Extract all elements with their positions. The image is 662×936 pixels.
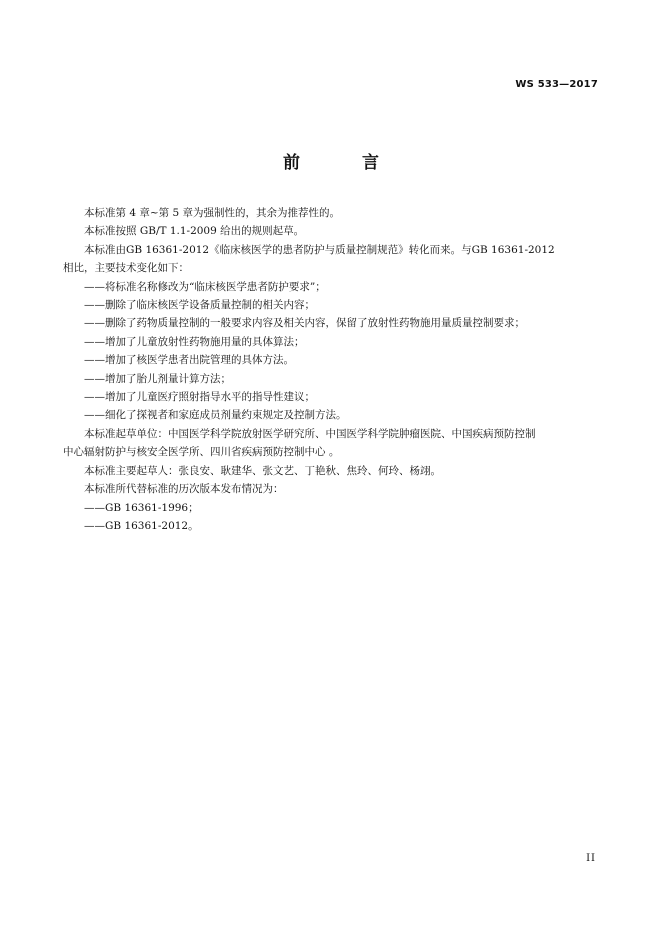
page-number: II — [586, 853, 596, 864]
paragraph-line: 本标准所代替标准的历次版本发布情况为： — [84, 483, 284, 496]
paragraph-line: 本标准第 4 章~第 5 章为强制性的，其余为推荐性的。 — [84, 207, 341, 219]
paragraph-line: 相比，主要技术变化如下： — [63, 262, 189, 275]
paragraph-line: 中心辐射防护与核安全医学所、四川省疾病预防控制中心 。 — [63, 446, 340, 459]
list-item: ——将标准名称修改为“临床核医学患者防护要求”； — [84, 280, 326, 293]
list-item: ——GB 16361-1996； — [84, 501, 199, 514]
paragraph-line: 本标准按照 GB/T 1.1-2009 给出的规则起草。 — [84, 225, 305, 238]
list-item: ——删除了药物质量控制的一般要求内容及相关内容，保留了放射性药物施用量质量控制要求； — [84, 317, 525, 330]
standard-code: WS 533—2017 — [515, 79, 598, 90]
page-title: 前 言 — [283, 153, 407, 173]
list-item: ——增加了核医学患者出院管理的具体方法。 — [84, 354, 294, 367]
document-body — [63, 204, 601, 535]
list-item: ——删除了临床核医学设备质量控制的相关内容； — [84, 299, 315, 312]
paragraph-line: 本标准起草单位：中国医学科学院放射医学研究所、中国医学科学院肿瘤医院、中国疾病预防控制 — [84, 427, 536, 440]
list-item: ——增加了儿童放射性药物施用量的具体算法； — [84, 335, 305, 348]
list-item: ——增加了儿童医疗照射指导水平的指导性建议； — [84, 391, 315, 404]
list-item: ——增加了胎儿剂量计算方法； — [84, 372, 231, 385]
paragraph-line: 本标准主要起草人：张良安、耿建华、张文艺、丁艳秋、焦玲、何玲、杨翊。 — [84, 464, 441, 477]
list-item: ——细化了探视者和家庭成员剂量约束规定及控制方法。 — [84, 409, 347, 422]
paragraph-line: 本标准由GB 16361-2012《临床核医学的患者防护与质量控制规范》转化而来。与GB 16361-2012 — [84, 243, 555, 256]
list-item: ——GB 16361-2012。 — [84, 519, 199, 532]
